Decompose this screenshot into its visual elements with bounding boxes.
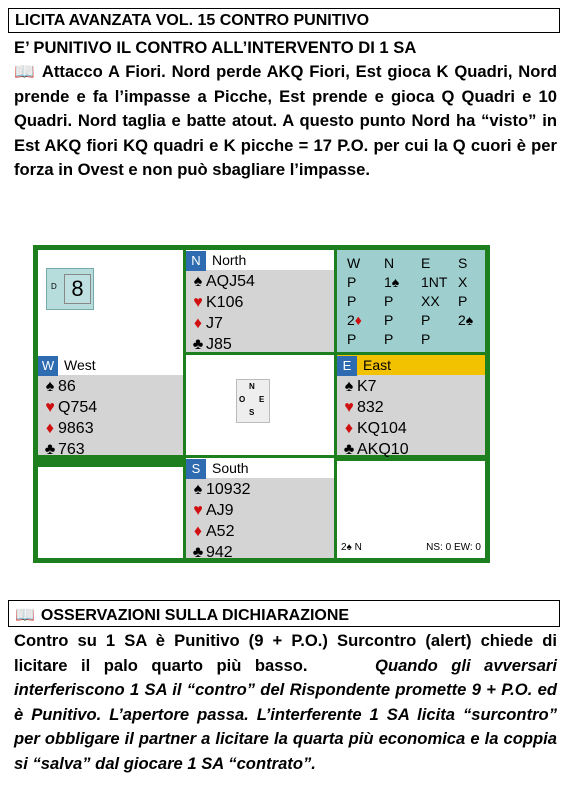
- compass-icon: N O E S: [236, 379, 270, 423]
- board-number: 8: [64, 274, 91, 304]
- board-number-panel: [38, 250, 183, 355]
- north-hand: [186, 250, 334, 352]
- dealer-label: D: [51, 282, 57, 291]
- east-clubs: ♣ AKQ10: [341, 439, 409, 460]
- west-diamonds: ♦ 9863: [42, 418, 97, 439]
- auction-row: P 1♠ 1NT X: [347, 274, 468, 290]
- empty-panel: [38, 467, 183, 558]
- dealer-box: [46, 268, 94, 310]
- diamond-icon: ♦: [45, 420, 55, 437]
- intro-body: Attacco A Fiori. Nord perde AKQ Fiori, Est gioca K Quadri, Nord prende e fa l’impasse a Picche, Est prende e gioca Q Quadri e 10 Quadri. Nord taglia e batte atout. A questo punto Nord ha “visto” in Est AKQ fiori KQ quadri e K picche = 17 P.O. per cui la Q cuori è per forza in Ovest e non può sbagliare l’impasse.: [14, 62, 557, 179]
- south-diamonds: ♦ A52: [190, 521, 251, 542]
- north-name: North: [212, 252, 247, 268]
- south-hearts: ♥ AJ9: [190, 500, 251, 521]
- east-hand: [337, 355, 485, 458]
- north-spades: ♠ AQJ54: [190, 271, 255, 292]
- west-tag: W: [38, 356, 58, 376]
- north-tag: N: [186, 251, 206, 271]
- table-center: [186, 355, 334, 455]
- heart-icon: ♥: [45, 399, 55, 416]
- auction-header-row: W N E S: [347, 255, 468, 271]
- heart-icon: ♥: [344, 399, 354, 416]
- spade-icon: ♠: [193, 273, 203, 290]
- observations-normal: Contro su 1 SA è Punitivo (9 + P.O.) Surcontro (alert) chiede di licitare il palo quarto più basso.: [14, 631, 557, 675]
- score: NS: 0 EW: 0: [426, 542, 481, 553]
- observations-text: [14, 629, 557, 776]
- east-spades: ♠ K7: [341, 376, 409, 397]
- intro-text: [14, 60, 557, 183]
- west-hand: [38, 355, 183, 458]
- east-hearts: ♥ 832: [341, 397, 409, 418]
- auction-row: 2♦ P P 2♠: [347, 312, 474, 328]
- west-hearts: ♥ Q754: [42, 397, 97, 418]
- contract-bar: [337, 538, 485, 558]
- club-icon: ♣: [44, 441, 56, 458]
- book-icon: 📖: [14, 62, 36, 81]
- south-header: [186, 458, 334, 478]
- spade-icon: ♠: [344, 378, 354, 395]
- book-icon: 📖: [15, 607, 35, 624]
- auction-row: P P XX P: [347, 293, 468, 309]
- club-icon: ♣: [343, 441, 355, 458]
- diamond-icon: ♦: [344, 420, 354, 437]
- south-spades: ♠ 10932: [190, 479, 251, 500]
- page-title: LICITA AVANZATA VOL. 15 CONTRO PUNITIVO: [8, 8, 560, 33]
- east-name: East: [363, 357, 392, 373]
- bridge-board: [33, 245, 490, 563]
- north-clubs: ♣ J85: [190, 334, 255, 355]
- south-clubs: ♣ 942: [190, 542, 251, 563]
- west-clubs: ♣ 763: [42, 439, 97, 460]
- heart-icon: ♥: [193, 502, 203, 519]
- south-name: South: [212, 460, 249, 476]
- auction-row: P P P: [347, 331, 431, 347]
- north-hearts: ♥ K106: [190, 292, 255, 313]
- observations-italic: Quando gli avversari interferiscono 1 SA il “contro” del Rispondente promette 9 + P.O. ed è Punitivo. L’apertore passa. L’interferente 1 SA licita “surcontro” per obbligare il partner a licitare la quarta più economica e la coppia si “salva” dal giocare 1 SA “contrato”.: [14, 655, 557, 773]
- subtitle: E’ PUNITIVO IL CONTRO ALL’INTERVENTO DI 1 SA: [14, 38, 417, 57]
- heart-icon: ♥: [193, 294, 203, 311]
- east-header: [337, 355, 485, 375]
- diamond-icon: ♦: [193, 315, 203, 332]
- result-panel: [337, 461, 485, 558]
- east-diamonds: ♦ KQ104: [341, 418, 409, 439]
- south-tag: S: [186, 459, 206, 479]
- spade-icon: ♠: [193, 481, 203, 498]
- spade-icon: ♠: [45, 378, 55, 395]
- north-header: [186, 250, 334, 270]
- observations-heading: 📖 OSSERVAZIONI SULLA DICHIARAZIONE: [8, 600, 560, 627]
- auction-panel: [337, 250, 485, 352]
- contract: 2♠ N: [341, 542, 362, 553]
- north-diamonds: ♦ J7: [190, 313, 255, 334]
- diamond-icon: ♦: [193, 523, 203, 540]
- club-icon: ♣: [192, 336, 204, 353]
- east-tag: E: [337, 356, 357, 376]
- west-header: [38, 355, 183, 375]
- west-name: West: [64, 357, 96, 373]
- south-hand: [186, 458, 334, 561]
- club-icon: ♣: [192, 544, 204, 561]
- west-spades: ♠ 86: [42, 376, 97, 397]
